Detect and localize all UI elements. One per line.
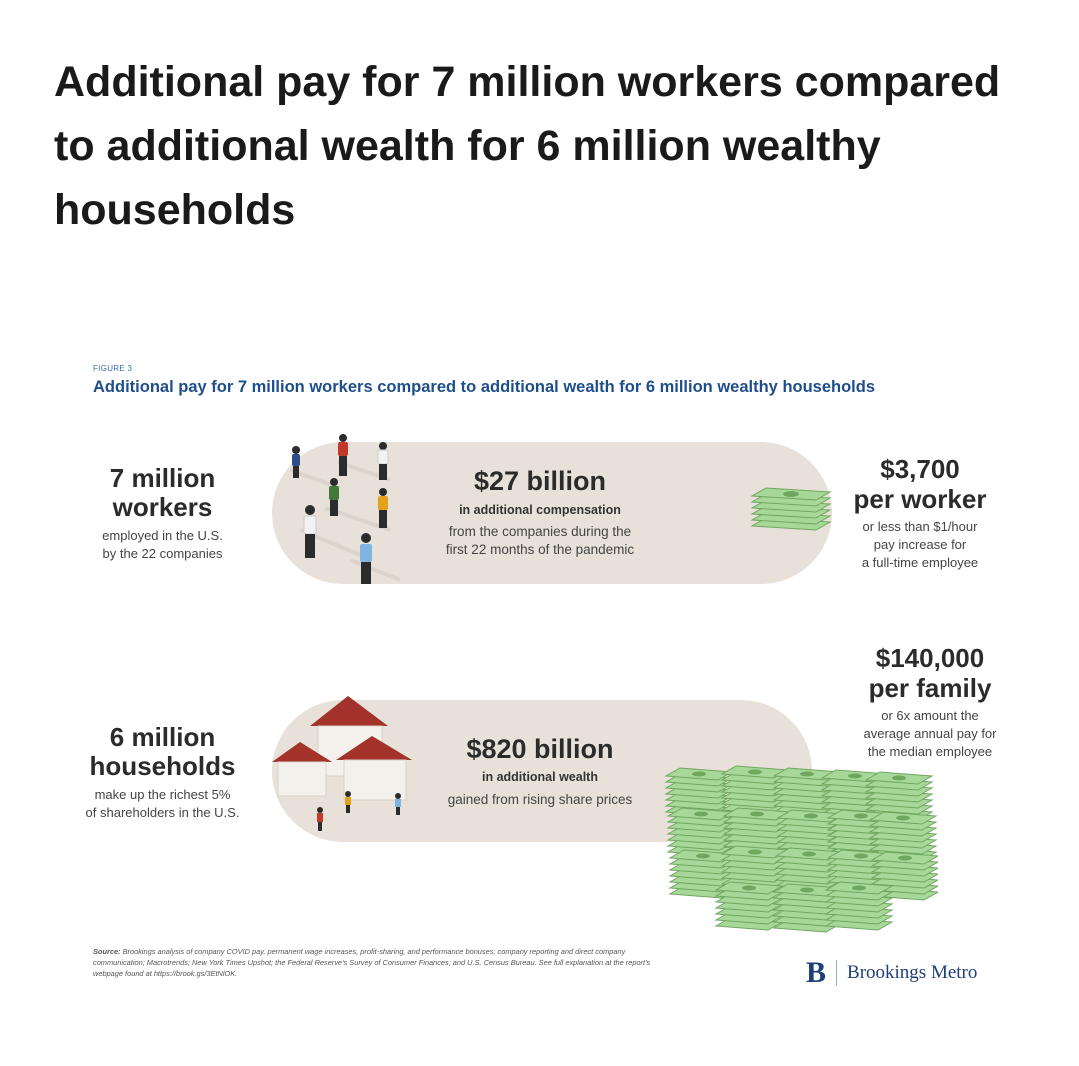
workers-desc-line1: employed in the U.S. [102,528,223,543]
workers-count-line2: workers [112,492,213,522]
source-note [93,946,653,979]
workers-source-line1: from the companies during the [448,524,632,539]
workers-people-illustration [280,430,410,590]
households-per-desc-line2: average annual pay for [863,726,997,741]
households-source-line1: gained from rising share prices [447,792,633,807]
workers-per-desc-line2: pay increase for [873,537,967,552]
figure-title: Additional pay for 7 million workers compared to additional wealth for 6 million wealthy households [93,378,876,396]
households-desc-line1: make up the richest 5% [94,787,231,802]
workers-desc-line2: by the 22 companies [102,546,223,561]
households-per-desc-line3: the median employee [867,744,993,759]
logo-text: Brookings Metro [847,962,978,983]
workers-amount-sub: in additional compensation [459,503,621,517]
logo-mark: B [806,956,827,989]
source-label: Source: [93,947,121,956]
workers-amount: $27 billion [473,466,607,496]
workers-count-line1: 7 million [109,463,216,493]
money-stacks-large-icon [662,762,938,934]
worker-figure [292,434,388,584]
workers-per-desc-line1: or less than $1/hour [862,519,978,534]
households-amount: $820 billion [466,734,614,764]
households-per-amount: $140,000 [875,643,985,673]
households-count-line2: households [89,751,236,781]
workers-per-label: per worker [853,484,987,514]
page-headline: Additional pay for 7 million workers compared to additional wealth for 6 million wealthy households [54,58,1001,234]
figure-label: FIGURE 3 [93,364,133,373]
workers-source-line2: first 22 months of the pandemic [445,542,635,557]
households-desc-line2: of shareholders in the U.S. [85,805,240,820]
workers-per-desc-line3: a full-time employee [861,555,979,570]
brookings-metro-logo [806,956,977,990]
households-per-label: per family [868,673,992,703]
households-amount-sub: in additional wealth [482,770,598,784]
households-count-line1: 6 million [109,722,216,752]
houses-illustration [270,690,420,840]
workers-per-amount: $3,700 [880,454,960,484]
source-text: Brookings analysis of company COVID pay, permanent wage increases, profit-sharing, and performance bonuses; company reporting and direct company communication; Macrotrends; New York Times Upshot; the Federal Reserve's Survey of Consumer Finances; and U.S. Census Bureau. See full explanation at the report's webpage found at https://brook.gs/3EtNlOK. [93,947,651,978]
money-stack-small-icon [750,486,832,536]
logo-divider [836,960,837,986]
households-per-desc-line1: or 6x amount the [881,708,979,723]
